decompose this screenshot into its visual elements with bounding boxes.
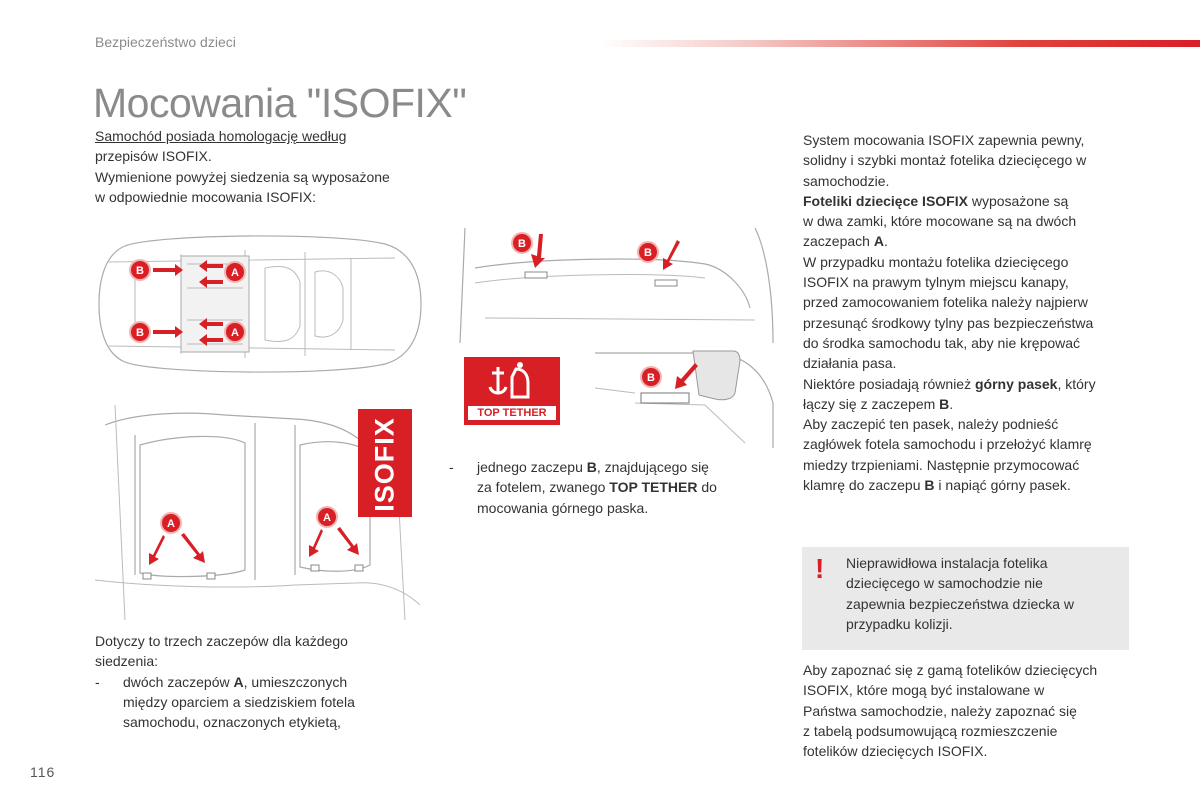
intro-line-4: w odpowiednie mocowania ISOFIX: — [95, 188, 316, 205]
text-run-bold: TOP TETHER — [609, 479, 698, 496]
badge-a-bottom — [225, 322, 245, 342]
arrow-b-shelf-right — [663, 240, 680, 270]
text-run: za fotelem, zwanego — [477, 479, 610, 496]
top-tether-bullet — [449, 457, 759, 518]
text-line: System mocowania ISOFIX zapewnia pewny, — [803, 132, 1085, 148]
svg-text:B: B — [136, 327, 144, 339]
rear-shelf-figure — [455, 228, 775, 343]
text-run: zaczepach — [803, 233, 874, 250]
badge-a-right — [317, 507, 337, 527]
top-tether-label-box — [464, 357, 560, 425]
text-line: Aby zapoznać się z gamą fotelików dziecięcych — [803, 662, 1098, 678]
badge-a-top — [225, 262, 245, 282]
arrow-b-top — [153, 264, 183, 276]
page-number: 116 — [30, 764, 56, 780]
text-run-bold: Foteliki dziecięce ISOFIX — [803, 192, 968, 209]
text-line: siedzenia: — [95, 653, 159, 670]
text-line: Państwa samochodzie, należy zapoznać się — [803, 702, 1077, 719]
arrow-a-left-2 — [181, 533, 205, 563]
text-line: Aby zaczepić ten pasek, należy podnieść — [803, 416, 1059, 433]
text-line: przesunąć środkowy tylny pas bezpieczeństwa — [803, 314, 1094, 331]
arrow-b-closeup — [675, 363, 698, 389]
text-run: do — [697, 479, 717, 496]
badge-b-closeup — [641, 367, 661, 387]
svg-text:A: A — [231, 327, 239, 339]
svg-text:A: A — [167, 518, 175, 530]
text-line: między oparciem a siedziskiem fotela — [123, 693, 355, 710]
text-line: dziecięcego w samochodzie nie — [846, 575, 1043, 592]
section-header: Bezpieczeństwo dzieci — [95, 34, 236, 50]
arrow-b-shelf-left — [531, 234, 545, 268]
warning-icon: ! — [815, 553, 825, 584]
text-run: . — [949, 395, 954, 412]
text-run: jednego zaczepu — [477, 459, 587, 475]
text-run: , znajdującego się — [596, 459, 709, 475]
intro-line-3: Wymienione powyżej siedzenia są wyposażone — [95, 168, 390, 185]
text-line: mocowania górnego paska. — [477, 499, 649, 516]
warning-box — [802, 547, 1129, 650]
text-line: ISOFIX na prawym tylnym miejscu kanapy, — [803, 274, 1069, 291]
text-run: wyposażone są — [967, 192, 1069, 209]
arrow-a-right-1 — [309, 529, 323, 557]
intro-line-1: Samochód posiada homologację według — [95, 128, 347, 144]
text-line: solidny i szybki montaż fotelika dziecięcego w — [803, 152, 1087, 169]
text-line: zagłówek fotela samochodu i przełożyć klamrę — [803, 436, 1092, 453]
isofix-label-text: ISOFIX — [369, 417, 400, 512]
text-run-bold: B — [939, 395, 950, 412]
svg-text:B: B — [647, 372, 655, 384]
car-top-view-figure — [95, 228, 423, 380]
svg-text:A: A — [323, 512, 331, 524]
anchor-b-closeup-figure — [595, 343, 775, 448]
badge-b-shelf-left — [512, 233, 532, 253]
header-accent-bar — [600, 40, 1200, 47]
badge-a-left — [161, 513, 181, 533]
intro-text — [95, 126, 435, 207]
text-run: łączy się z zaczepem — [803, 395, 940, 412]
text-line: ISOFIX, które mogą być instalowane w — [803, 682, 1045, 699]
text-line: z tabelą podsumowującą rozmieszczenie — [803, 722, 1058, 739]
svg-text:B: B — [644, 247, 652, 259]
text-run-bold: B — [586, 459, 597, 475]
text-run-bold: A — [233, 673, 244, 690]
text-line: zapewnia bezpieczeństwa dziecka w — [846, 595, 1075, 612]
text-line: działania pasa. — [803, 355, 897, 372]
text-line: fotelików dziecięcych ISOFIX. — [803, 743, 988, 760]
badge-b-top — [130, 260, 150, 280]
bullet-dash: - — [95, 673, 100, 690]
text-run: i napiąć górny pasek. — [934, 477, 1071, 494]
svg-text:A: A — [231, 267, 239, 279]
svg-text:B: B — [518, 238, 526, 250]
arrow-b-bottom — [153, 326, 183, 338]
text-line: W przypadku montażu fotelika dziecięcego — [803, 253, 1069, 270]
text-run-bold: górny pasek — [974, 375, 1058, 392]
text-run: . — [883, 233, 888, 250]
text-run: , umieszczonych — [243, 673, 348, 690]
badge-b-bottom — [130, 322, 150, 342]
isofix-label-box — [358, 409, 412, 517]
text-line: miedzy trzpieniami. Następnie przymocować — [803, 456, 1080, 473]
text-run: , który — [1057, 375, 1096, 392]
text-line: samochodzie. — [803, 172, 890, 189]
text-run: Niektóre posiadają również — [803, 375, 975, 392]
badge-b-shelf-right — [638, 242, 658, 262]
text-run-bold: B — [924, 477, 935, 494]
page-title: Mocowania "ISOFIX" — [93, 80, 467, 126]
text-line: Dotyczy to trzech zaczepów dla każdego — [95, 633, 348, 649]
text-line: do środka samochodu tak, aby nie krępować — [803, 334, 1081, 351]
arrow-a-left-1 — [149, 535, 165, 565]
svg-text:B: B — [136, 265, 144, 277]
text-line: Nieprawidłowa instalacja fotelika — [846, 555, 1048, 571]
warning-text — [846, 553, 1116, 634]
top-tether-label-text: TOP TETHER — [468, 406, 556, 420]
text-run: klamrę do zaczepu — [803, 477, 925, 494]
arrow-a-right-2 — [337, 527, 359, 555]
anchors-description — [95, 631, 425, 732]
bullet-dash: - — [449, 459, 454, 475]
isofix-description — [803, 130, 1148, 495]
seat-table-reference — [803, 660, 1148, 761]
text-line: w dwa zamki, które mocowane są na dwóch — [803, 213, 1077, 230]
intro-line-2: przepisów ISOFIX. — [95, 148, 212, 165]
text-run: dwóch zaczepów — [123, 673, 234, 690]
text-run-bold: A — [873, 233, 884, 250]
text-line: przypadku kolizji. — [846, 615, 953, 632]
text-line: samochodu, oznaczonych etykietą, — [123, 714, 341, 731]
text-line: przed zamocowaniem fotelika należy najpierw — [803, 294, 1088, 311]
